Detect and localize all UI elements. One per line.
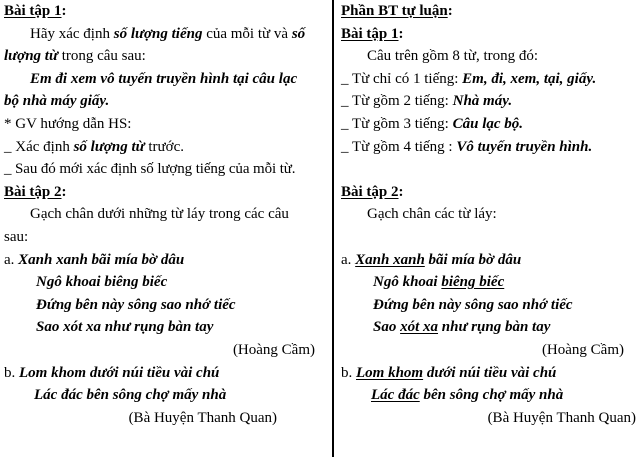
- right-author-b: (Bà Huyện Thanh Quan): [487, 409, 636, 426]
- right-column: [335, 0, 640, 457]
- left-poem-b-line2: Lác đác bên sông chợ mấy nhà: [34, 387, 227, 404]
- right-row-2: _ Từ gồm 2 tiếng: Nhà máy.: [341, 93, 513, 110]
- right-row-4: _ Từ gồm 4 tiếng : Vô tuyến truyền hình.: [341, 138, 593, 155]
- left-poem-a-line3: Đứng bên này sông sao nhớ tiếc: [36, 296, 236, 313]
- left-poem-a-line2: Ngô khoai biêng biếc: [36, 274, 168, 291]
- left-author-a: (Hoàng Cầm): [232, 341, 315, 358]
- left-bt1-intro-line2: lượng từ trong câu sau:: [4, 48, 146, 65]
- left-bt2-intro-line1: Gạch chân dưới những từ láy trong các câu: [30, 206, 289, 223]
- left-step2: _ Sau đó mới xác định số lượng tiếng của mỗi từ.: [4, 161, 296, 178]
- left-poem-a-line1: a. Xanh xanh bãi mía bờ dâu: [4, 251, 185, 268]
- right-summary: Câu trên gồm 8 từ, trong đó:: [367, 48, 539, 65]
- left-step1: _ Xác định số lượng từ trước.: [4, 138, 185, 155]
- left-author-b: (Bà Huyện Thanh Quan): [128, 409, 277, 426]
- left-poem-a-line4: Sao xót xa như rụng bàn tay: [36, 319, 214, 336]
- right-poem-b-line1: b. Lom khom dưới núi tiều vài chú: [341, 364, 557, 381]
- right-poem-a-line2: Ngô khoai biêng biếc: [373, 274, 505, 291]
- left-bt2-intro-line2: sau:: [4, 228, 29, 245]
- left-bt2-heading: Bài tập 2:: [4, 183, 67, 200]
- right-poem-a-line1: a. Xanh xanh bãi mía bờ dâu: [341, 251, 522, 268]
- right-poem-b-line2: Lác đác bên sông chợ mấy nhà: [371, 387, 564, 404]
- left-bt1-intro-line1: Hãy xác định số lượng tiếng của mỗi từ và số: [30, 25, 306, 42]
- right-blank: [341, 158, 636, 181]
- left-bt1-sentence-line2: bộ nhà máy giấy.: [4, 93, 110, 110]
- right-bt1-heading: Bài tập 1:: [341, 25, 404, 42]
- right-row-1: _ Từ chỉ có 1 tiếng: Em, đi, xem, tại, giấy.: [341, 70, 597, 87]
- left-bt1-heading: Bài tập 1:: [4, 3, 67, 19]
- right-author-a: (Hoàng Cầm): [541, 341, 624, 358]
- right-header: Phần BT tự luận:: [341, 3, 453, 19]
- right-blank-2: [341, 226, 636, 249]
- right-bt2-intro: Gạch chân các từ láy:: [367, 206, 497, 223]
- right-bt2-heading: Bài tập 2:: [341, 183, 404, 200]
- right-row-3: _ Từ gồm 3 tiếng: Câu lạc bộ.: [341, 115, 524, 132]
- left-guide: * GV hướng dẫn HS:: [4, 115, 132, 132]
- left-bt1-sentence-line1: Em đi xem vô tuyến truyền hình tại câu lạc: [30, 70, 298, 87]
- right-poem-a-line3: Đứng bên này sông sao nhớ tiếc: [373, 296, 573, 313]
- left-poem-b-line1: b. Lom khom dưới núi tiều vài chú: [4, 364, 220, 381]
- right-poem-a-line4: Sao xót xa như rụng bàn tay: [373, 319, 551, 336]
